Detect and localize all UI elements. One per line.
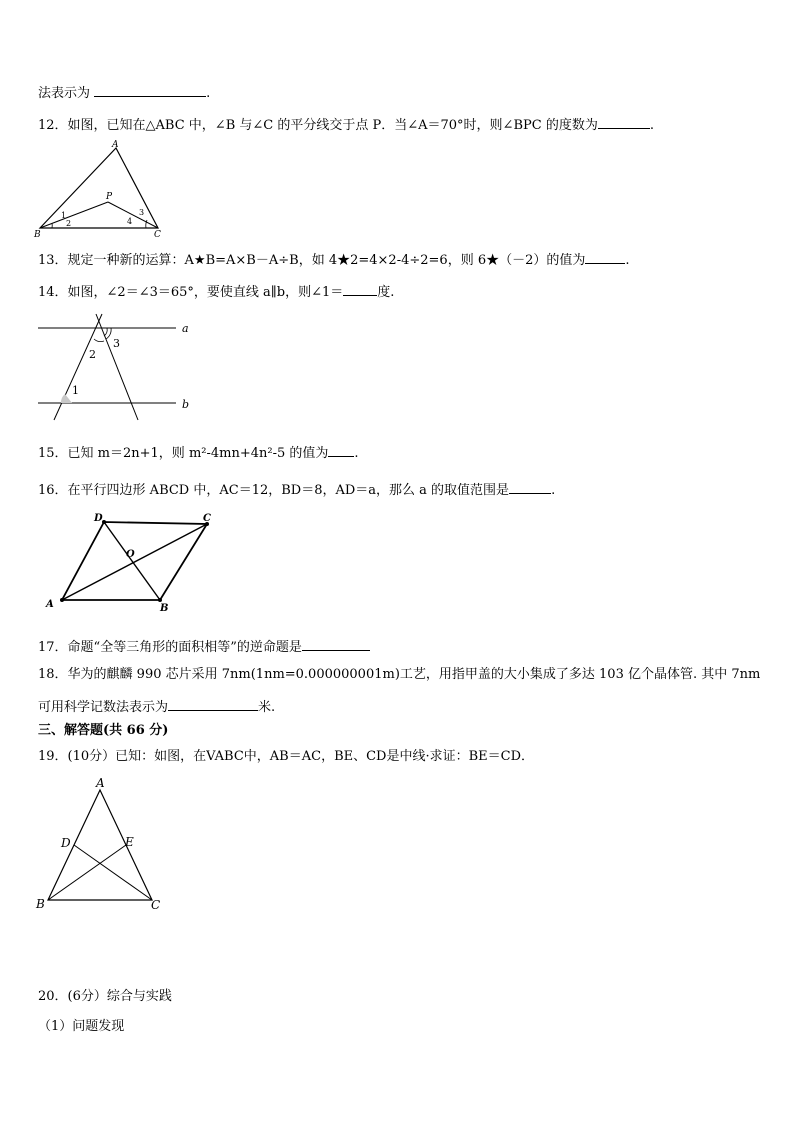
- answer-blank[interactable]: [328, 442, 354, 457]
- angle-label-2: 2: [66, 219, 72, 228]
- question-text: 可用科学记数法表示为: [38, 700, 169, 715]
- question-18-line-1: [38, 666, 760, 684]
- answer-blank[interactable]: [168, 696, 258, 711]
- angle-label-3: 3: [113, 337, 120, 350]
- question-text: 13．规定一种新的运算：A★B=A×B－A÷B，如 4★2=4×2-4÷2=6，则 6★（－2）的值为: [38, 253, 586, 268]
- section-heading: [38, 722, 168, 740]
- point-b: [158, 598, 162, 602]
- question-14: [38, 281, 394, 302]
- label-a: A: [112, 140, 119, 150]
- answer-blank[interactable]: [343, 281, 377, 296]
- answer-blank[interactable]: [302, 636, 370, 651]
- figure-q12-triangle: [30, 140, 170, 240]
- question-text: 15．已知 m＝2n+1，则 m²-4mn+4n²-5 的值为: [38, 446, 329, 461]
- label-b: B: [160, 603, 169, 614]
- angle-label-1: 1: [61, 211, 67, 220]
- question-text: 20．(6分）综合与实践: [38, 989, 172, 1004]
- angle-label-3: 3: [139, 208, 145, 217]
- answer-blank[interactable]: [598, 114, 650, 129]
- question-text-end: 米.: [258, 700, 276, 715]
- question-text: 18．华为的麒麟 990 芯片采用 7nm(1nm=0.000000001m)工艺，用指甲盖的大小集成了多达 103 亿个晶体管. 其中 7nm: [38, 667, 761, 682]
- question-18-line-2: [38, 696, 275, 717]
- question-text-end: .: [625, 253, 630, 268]
- question-text-end: .: [551, 483, 556, 498]
- question-20-part-1: [38, 1018, 124, 1036]
- figure-q16-parallelogram: [40, 510, 230, 615]
- text-line-0: [38, 82, 210, 103]
- label-c: C: [151, 898, 161, 912]
- question-13: [38, 249, 630, 270]
- angle-1-shade: [61, 394, 72, 403]
- label-a: A: [46, 599, 54, 610]
- question-19: [38, 748, 534, 766]
- line-text: 法表示为: [38, 86, 95, 101]
- answer-blank[interactable]: [94, 82, 206, 97]
- line-text-end: .: [206, 86, 211, 101]
- transversal-left: [54, 314, 102, 420]
- section-title: 三、解答题(共 66 分): [38, 723, 169, 738]
- answer-blank[interactable]: [509, 479, 551, 494]
- bisector-bp: [40, 202, 108, 228]
- question-text: （1）问题发现: [38, 1019, 125, 1034]
- answer-blank[interactable]: [585, 249, 625, 264]
- question-text: 17．命题“全等三角形的面积相等”的逆命题是: [38, 640, 302, 655]
- label-c: C: [203, 513, 211, 524]
- question-text: 14．如图，∠2＝∠3＝65°，要使直线 a∥b，则∠1＝: [38, 285, 344, 300]
- transversal-right: [96, 314, 138, 420]
- question-text-end: .: [649, 118, 654, 133]
- question-15: [38, 442, 359, 463]
- question-16: [38, 479, 555, 500]
- label-o: O: [126, 549, 135, 560]
- angle-3-arc-outer: [106, 328, 111, 339]
- question-12: [38, 114, 654, 135]
- figure-q19-triangle: [34, 776, 174, 916]
- question-20: [38, 988, 172, 1006]
- point-a: [60, 598, 64, 602]
- question-text-end: 度.: [377, 285, 395, 300]
- label-a: a: [182, 322, 189, 335]
- label-b: B: [34, 230, 41, 240]
- question-text: 19．(10分）已知：如图，在VABC中，AB＝AC，BE、CD是中线·求证：BE＝CD．: [38, 749, 535, 764]
- label-b: b: [182, 398, 190, 411]
- median-be: [48, 845, 126, 900]
- question-17: [38, 636, 370, 657]
- label-b: B: [36, 897, 45, 911]
- label-a: A: [96, 776, 105, 790]
- angle-label-4: 4: [127, 217, 133, 226]
- diagonal-ac: [62, 524, 207, 600]
- question-text: 16．在平行四边形 ABCD 中，AC＝12，BD＝8，AD＝a，那么 a 的取值范围是: [38, 483, 510, 498]
- angle-label-1: 1: [72, 384, 79, 397]
- question-text: 12．如图，已知在△ABC 中，∠B 与∠C 的平分线交于点 P．当∠A＝70°时，则∠BPC 的度数为: [38, 118, 598, 133]
- angle-label-2: 2: [89, 348, 96, 361]
- label-d: D: [61, 836, 71, 850]
- diagonal-bd: [104, 522, 160, 600]
- median-cd: [74, 845, 152, 900]
- label-e: E: [125, 835, 134, 849]
- question-text-end: .: [354, 446, 359, 461]
- label-p: P: [106, 192, 113, 202]
- angle-2-arc: [94, 339, 104, 342]
- figure-q14-lines: [34, 312, 204, 422]
- label-d: D: [94, 513, 103, 524]
- label-c: C: [154, 230, 161, 240]
